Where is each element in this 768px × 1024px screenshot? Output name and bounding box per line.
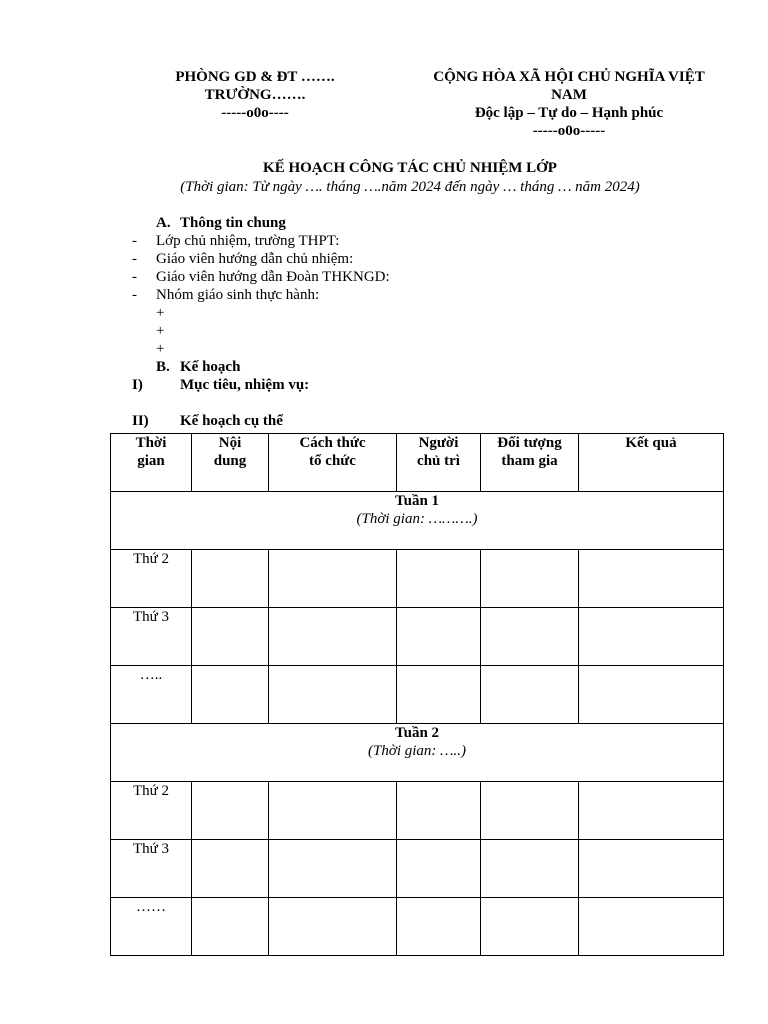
national-motto: Độc lập – Tự do – Hạnh phúc bbox=[474, 105, 664, 121]
week-time: (Thời gian: …..) bbox=[367, 743, 466, 759]
table-cell bbox=[192, 898, 269, 956]
document-title: KẾ HOẠCH CÔNG TÁC CHỦ NHIỆM LỚP bbox=[263, 160, 557, 176]
table-cell bbox=[481, 898, 579, 956]
table-cell bbox=[397, 608, 481, 666]
roman-2-marker: II) bbox=[132, 413, 149, 429]
table-row bbox=[111, 666, 724, 724]
plus-item: + bbox=[156, 305, 165, 321]
list-item bbox=[132, 286, 732, 304]
table-cell bbox=[579, 840, 724, 898]
table-cell bbox=[269, 782, 397, 840]
bullet: - bbox=[132, 233, 137, 249]
week-row bbox=[111, 492, 724, 550]
table-cell bbox=[397, 782, 481, 840]
section-b-marker: B. bbox=[156, 359, 170, 375]
day-cell: …… bbox=[111, 898, 192, 956]
section-a-heading bbox=[132, 214, 732, 232]
header-left bbox=[150, 68, 360, 122]
table-cell bbox=[192, 840, 269, 898]
day-cell: Thứ 2 bbox=[111, 550, 192, 608]
list-item bbox=[132, 268, 732, 286]
list-item-text: Giáo viên hướng dẫn chủ nhiệm: bbox=[156, 251, 354, 267]
roman-1-heading bbox=[132, 376, 732, 394]
list-item-text: Nhóm giáo sinh thực hành: bbox=[156, 287, 320, 303]
school-name: TRƯỜNG……. bbox=[204, 87, 306, 103]
plan-table bbox=[110, 433, 724, 956]
section-a-marker: A. bbox=[156, 215, 171, 231]
table-cell bbox=[269, 840, 397, 898]
day-cell: Thứ 3 bbox=[111, 608, 192, 666]
section-b-title: Kế hoạch bbox=[180, 359, 241, 375]
week-time: (Thời gian: ……….) bbox=[356, 511, 478, 527]
table-cell bbox=[192, 666, 269, 724]
table-row bbox=[111, 550, 724, 608]
bullet: - bbox=[132, 287, 137, 303]
roman-1-marker: I) bbox=[132, 377, 143, 393]
bullet: - bbox=[132, 251, 137, 267]
list-item bbox=[132, 250, 732, 268]
table-row bbox=[111, 840, 724, 898]
week-row bbox=[111, 724, 724, 782]
table-cell bbox=[192, 550, 269, 608]
table-cell bbox=[397, 666, 481, 724]
column-header-host: Người chủ trì bbox=[397, 434, 481, 492]
country-name-line1: CỘNG HÒA XÃ HỘI CHỦ NGHĨA VIỆT bbox=[433, 69, 705, 85]
table-cell bbox=[192, 608, 269, 666]
table-cell bbox=[579, 608, 724, 666]
list-item-text: Giáo viên hướng dẫn Đoàn THKNGD: bbox=[156, 269, 390, 285]
table-row bbox=[111, 782, 724, 840]
table-cell bbox=[397, 840, 481, 898]
column-header-method: Cách thức tổ chức bbox=[269, 434, 397, 492]
table-cell bbox=[481, 608, 579, 666]
table-cell bbox=[579, 898, 724, 956]
table-cell bbox=[481, 840, 579, 898]
table-row bbox=[111, 898, 724, 956]
table-cell bbox=[579, 550, 724, 608]
document-subtitle: (Thời gian: Từ ngày …. tháng ….năm 2024 đến ngày … tháng … năm 2024) bbox=[180, 179, 640, 195]
column-header-time: Thời gian bbox=[111, 434, 192, 492]
day-cell: ….. bbox=[111, 666, 192, 724]
table-cell bbox=[579, 666, 724, 724]
table-header-row bbox=[111, 434, 724, 492]
document-body bbox=[132, 214, 732, 430]
week-cell bbox=[111, 724, 724, 782]
day-cell: Thứ 3 bbox=[111, 840, 192, 898]
table-cell bbox=[192, 782, 269, 840]
table-cell bbox=[269, 898, 397, 956]
table-cell bbox=[269, 608, 397, 666]
bullet: - bbox=[132, 269, 137, 285]
plus-item: + bbox=[156, 341, 165, 357]
roman-1-title: Mục tiêu, nhiệm vụ: bbox=[180, 377, 310, 393]
table-cell bbox=[269, 666, 397, 724]
column-header-result: Kết quả bbox=[579, 434, 724, 492]
table-cell bbox=[397, 550, 481, 608]
column-header-participants: Đối tượng tham gia bbox=[481, 434, 579, 492]
table-cell bbox=[481, 666, 579, 724]
table-cell bbox=[579, 782, 724, 840]
table-row bbox=[111, 608, 724, 666]
table-cell bbox=[269, 550, 397, 608]
week-title: Tuần 2 bbox=[394, 725, 440, 741]
roman-2-title: Kế hoạch cụ thể bbox=[180, 413, 283, 429]
table-cell bbox=[397, 898, 481, 956]
week-title: Tuần 1 bbox=[394, 493, 440, 509]
header-left-divider: -----o0o---- bbox=[221, 105, 289, 121]
table-cell bbox=[481, 782, 579, 840]
header-right-divider: -----o0o----- bbox=[532, 123, 606, 139]
section-b-heading bbox=[132, 358, 732, 376]
country-name-line2: NAM bbox=[551, 87, 587, 103]
plus-item: + bbox=[156, 323, 165, 339]
list-item-text: Lớp chủ nhiệm, trường THPT: bbox=[156, 233, 340, 249]
department-name: PHÒNG GD & ĐT ……. bbox=[175, 69, 335, 85]
header-right bbox=[410, 68, 728, 140]
list-item bbox=[132, 232, 732, 250]
week-cell bbox=[111, 492, 724, 550]
column-header-content: Nội dung bbox=[192, 434, 269, 492]
table-cell bbox=[481, 550, 579, 608]
section-a-title: Thông tin chung bbox=[180, 215, 286, 231]
day-cell: Thứ 2 bbox=[111, 782, 192, 840]
roman-2-heading bbox=[132, 412, 732, 430]
